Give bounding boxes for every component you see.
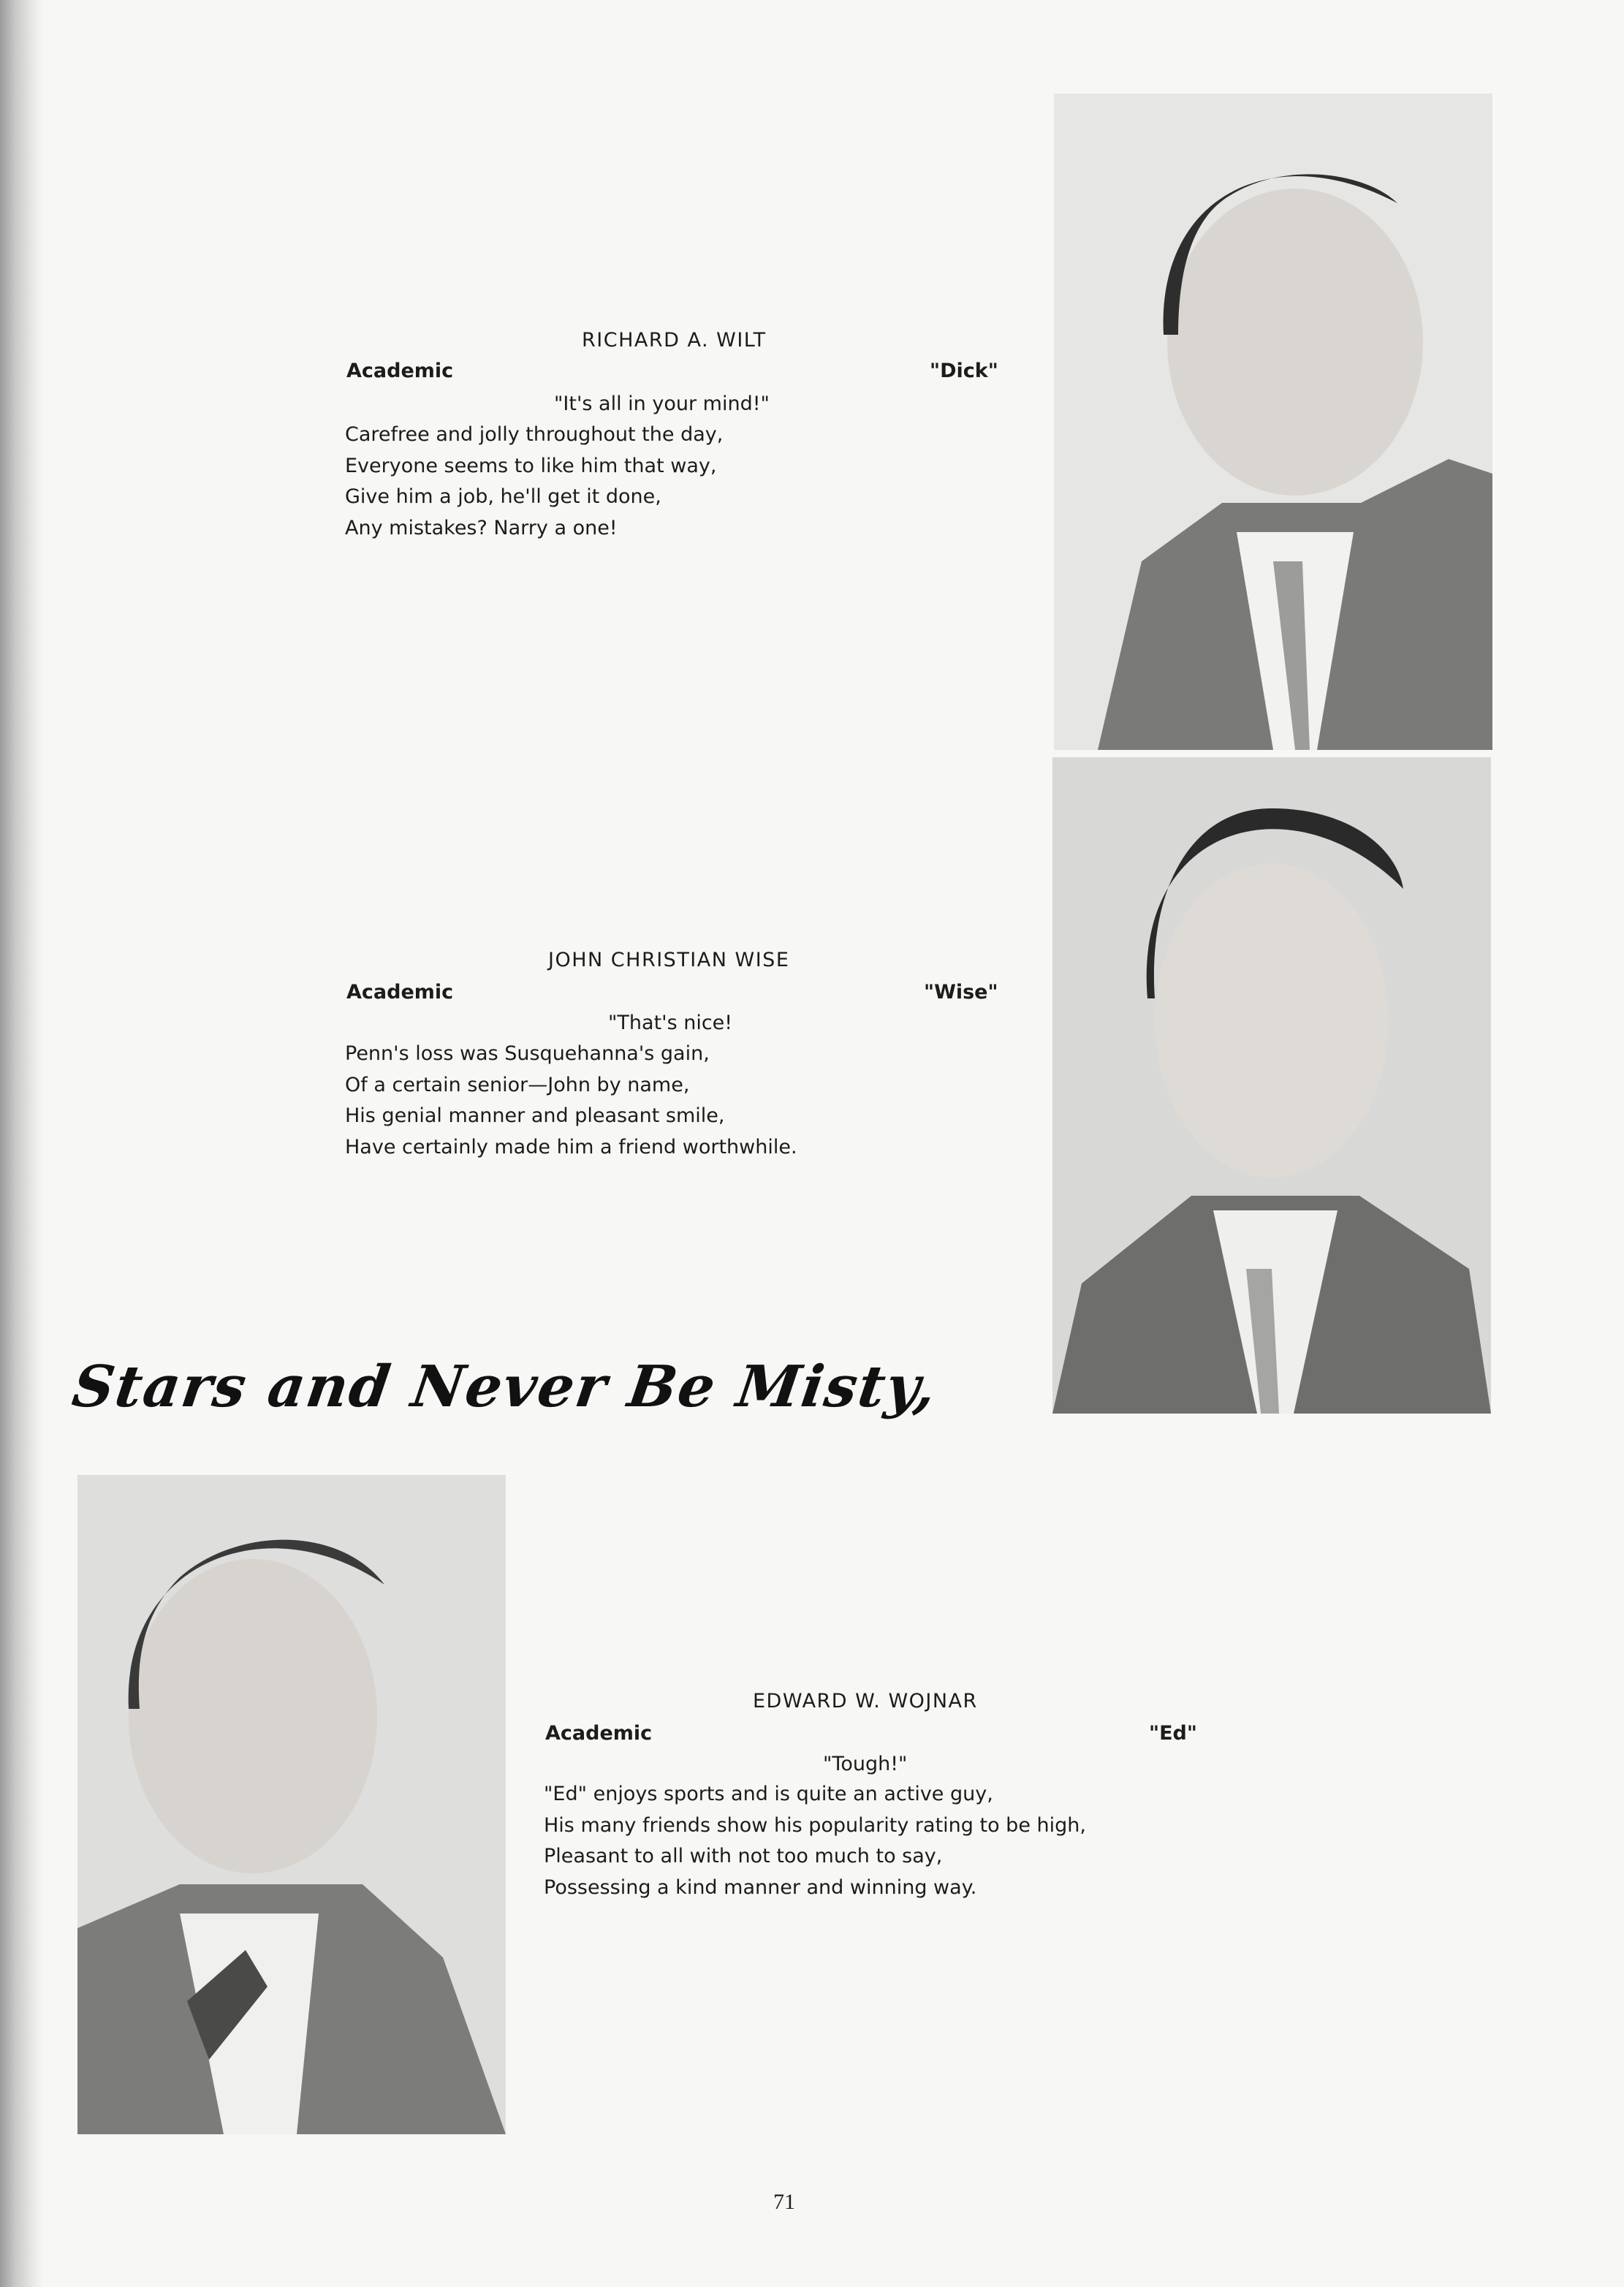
senior-nickname: "Dick" (930, 360, 998, 382)
senior-motto: "That's nice! (608, 1012, 733, 1034)
verse-line: "Ed" enjoys sports and is quite an active guy, (544, 1783, 993, 1805)
verse-line: Of a certain senior—John by name, (345, 1073, 690, 1096)
senior-motto: "Tough!" (823, 1753, 908, 1775)
senior-verse (544, 1779, 1086, 1903)
portrait-photo-richard-wilt (1054, 94, 1492, 750)
verse-line: His many friends show his popularity rating to be high, (544, 1813, 1086, 1837)
binding-shadow (0, 0, 44, 2287)
verse-line: Penn's loss was Susquehanna's gain, (345, 1042, 710, 1065)
page-number: 71 (773, 2190, 795, 2214)
senior-course: Academic (545, 1722, 653, 1745)
verse-line: Give him a job, he'll get it done, (345, 485, 661, 508)
verse-line: His genial manner and pleasant smile, (345, 1104, 725, 1127)
verse-line: Have certainly made him a friend worthwhile. (345, 1135, 797, 1158)
senior-verse (345, 1039, 797, 1163)
senior-course: Academic (346, 981, 454, 1004)
senior-name: EDWARD W. WOJNAR (753, 1690, 978, 1713)
verse-line: Carefree and jolly throughout the day, (345, 423, 724, 446)
verse-line: Any mistakes? Narry a one! (345, 516, 618, 539)
verse-line: Everyone seems to like him that way, (345, 454, 717, 477)
verse-line: Pleasant to all with not too much to say, (544, 1845, 943, 1867)
senior-name: JOHN CHRISTIAN WISE (548, 949, 790, 971)
senior-verse (345, 420, 723, 544)
portrait-photo-john-wise (1052, 757, 1491, 1414)
senior-course: Academic (346, 360, 454, 382)
senior-motto: "It's all in your mind!" (554, 392, 770, 415)
senior-nickname: "Wise" (924, 981, 998, 1004)
portrait-photo-edward-wojnar (77, 1475, 506, 2134)
slogan-heading: Stars and Never Be Misty, (68, 1354, 942, 1420)
senior-name: RICHARD A. WILT (582, 329, 767, 352)
senior-nickname: "Ed" (1149, 1722, 1197, 1745)
verse-line: Possessing a kind manner and winning way. (544, 1876, 977, 1899)
